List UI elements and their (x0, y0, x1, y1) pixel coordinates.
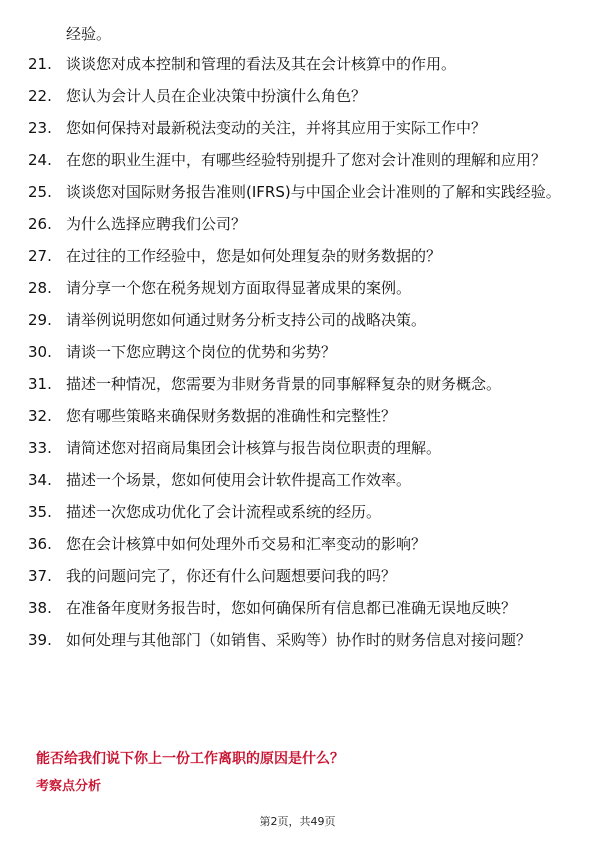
question-number: 29. (28, 311, 52, 329)
list-item (28, 276, 573, 300)
question-number: 22. (28, 87, 52, 105)
page-number: 第2页，共49页 (259, 815, 336, 828)
question-number: 33. (28, 439, 52, 457)
question-text: 请分享一个您在税务规划方面取得显著成果的案例。 (66, 279, 412, 297)
question-number: 30. (28, 343, 52, 361)
question-number: 23. (28, 119, 52, 137)
list-item (28, 532, 573, 556)
question-text: 请举例说明您如何通过财务分析支持公司的战略决策。 (66, 311, 427, 329)
list-item (28, 564, 573, 588)
list-item (28, 340, 573, 364)
list-item (28, 84, 573, 108)
question-text: 您有哪些策略来确保财务数据的准确性和完整性？ (66, 407, 397, 425)
question-text: 谈谈您对成本控制和管理的看法及其在会计核算中的作用。 (66, 55, 457, 73)
list-item (28, 212, 573, 236)
question-number: 35. (28, 503, 52, 521)
question-number: 39. (28, 631, 52, 649)
list-item (28, 244, 573, 268)
question-text: 为什么选择应聘我们公司？ (66, 215, 247, 233)
list-item (28, 180, 573, 204)
question-number: 28. (28, 279, 52, 297)
question-text: 请简述您对招商局集团会计核算与报告岗位职责的理解。 (66, 439, 442, 457)
list-item (28, 500, 573, 524)
question-number: 27. (28, 247, 52, 265)
question-number: 34. (28, 471, 52, 489)
list-item (28, 116, 573, 140)
list-item (28, 596, 573, 620)
list-item (28, 308, 573, 332)
question-text: 如何处理与其他部门（如销售、采购等）协作时的财务信息对接问题？ (66, 631, 532, 649)
list-item (28, 148, 573, 172)
question-number: 36. (28, 535, 52, 553)
question-number: 32. (28, 407, 52, 425)
list-item (28, 468, 573, 492)
list-item (28, 372, 573, 396)
question-text: 在您的职业生涯中，有哪些经验特别提升了您对会计准则的理解和应用？ (66, 151, 547, 169)
question-number: 21. (28, 55, 52, 73)
question-text: 在过往的工作经验中，您是如何处理复杂的财务数据的？ (66, 247, 442, 265)
list-item (28, 52, 573, 76)
analysis-heading: 考察点分析 (36, 779, 102, 794)
question-number: 25. (28, 183, 52, 201)
question-list (28, 52, 573, 660)
question-text: 描述一种情况，您需要为非财务背景的同事解释复杂的财务概念。 (66, 375, 502, 393)
question-number: 37. (28, 567, 52, 585)
question-number: 26. (28, 215, 52, 233)
question-text: 您在会计核算中如何处理外币交易和汇率变动的影响？ (66, 535, 427, 553)
question-text: 您如何保持对最新税法变动的关注，并将其应用于实际工作中？ (66, 119, 487, 137)
question-text: 请谈一下您应聘这个岗位的优势和劣势？ (66, 343, 337, 361)
question-text: 描述一次您成功优化了会计流程或系统的经历。 (66, 503, 382, 521)
list-item (28, 628, 573, 652)
question-number: 31. (28, 375, 52, 393)
continuation-text: 经验。 (66, 25, 112, 43)
question-text: 在准备年度财务报告时，您如何确保所有信息都已准确无误地反映？ (66, 599, 517, 617)
question-text: 我的问题问完了，你还有什么问题想要问我的吗？ (66, 567, 397, 585)
question-number: 24. (28, 151, 52, 169)
highlighted-question: 能否给我们说下你上一份工作离职的原因是什么？ (36, 751, 344, 767)
question-number: 38. (28, 599, 52, 617)
question-text: 谈谈您对国际财务报告准则(IFRS)与中国企业会计准则的了解和实践经验。 (66, 183, 561, 201)
list-item (28, 404, 573, 428)
list-item (28, 436, 573, 460)
question-text: 描述一个场景，您如何使用会计软件提高工作效率。 (66, 471, 412, 489)
question-text: 您认为会计人员在企业决策中扮演什么角色？ (66, 87, 367, 105)
